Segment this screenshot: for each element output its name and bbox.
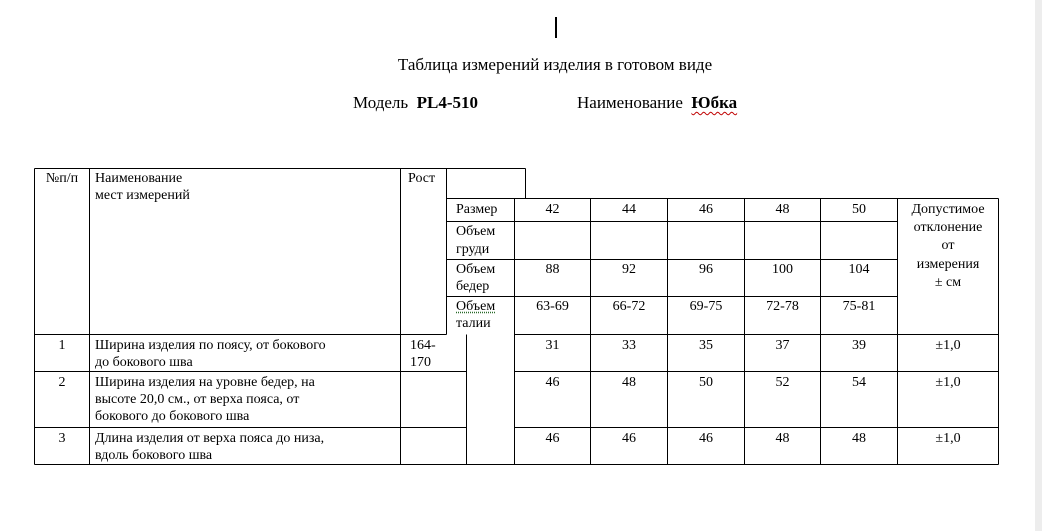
hips-value: 88 <box>545 262 560 277</box>
row-value: 39 <box>852 338 866 353</box>
waist-label: талии <box>456 316 491 331</box>
row-name-line: Ширина изделия на уровне бедер, на <box>95 375 315 390</box>
row-number: 2 <box>58 375 66 390</box>
model-value: PL4-510 <box>416 93 479 112</box>
document-title: Таблица измерений изделия в готовом виде <box>397 55 713 74</box>
row-value: 31 <box>545 338 560 353</box>
item-name-label: Наименование <box>577 93 683 112</box>
tolerance-header-line: от <box>941 238 955 253</box>
row-name-line: до бокового шва <box>95 355 193 370</box>
row-number: 3 <box>58 431 66 446</box>
hips-label: Объем <box>456 262 496 277</box>
size-value: 46 <box>699 202 713 217</box>
size-value: 48 <box>775 202 790 217</box>
waist-value: 63-69 <box>536 299 569 314</box>
row-tolerance: ±1,0 <box>935 431 961 446</box>
hips-value: 92 <box>622 262 636 277</box>
size-value: 42 <box>545 202 560 217</box>
header-height: Рост <box>408 171 436 186</box>
waist-label: Объем <box>456 299 496 314</box>
row-value: 46 <box>622 431 636 446</box>
tolerance-header-line: измерения <box>916 257 980 272</box>
hips-value: 104 <box>848 262 870 277</box>
waist-value: 66-72 <box>612 299 646 314</box>
row-number: 1 <box>58 338 66 353</box>
hips-value: 96 <box>699 262 713 277</box>
tolerance-header-line: отклонение <box>913 220 983 235</box>
header-name-line2: мест измерений <box>95 188 190 203</box>
model-label: Модель <box>353 93 409 112</box>
chest-label: груди <box>456 242 490 257</box>
row-value: 35 <box>699 338 713 353</box>
row-name-line: бокового до бокового шва <box>95 409 250 424</box>
row-value: 50 <box>699 375 713 390</box>
row-value: 46 <box>699 431 713 446</box>
header-name-line1: Наименование <box>95 171 183 186</box>
row-value: 48 <box>852 431 866 446</box>
row-tolerance: ±1,0 <box>935 375 961 390</box>
item-name-value: Юбка <box>691 93 738 112</box>
waist-value: 69-75 <box>689 299 723 314</box>
waist-value: 75-81 <box>842 299 876 314</box>
header-number: №п/п <box>45 171 79 186</box>
row-name-line: вдоль бокового шва <box>95 448 213 463</box>
row-value: 37 <box>775 338 790 353</box>
row-value: 48 <box>775 431 790 446</box>
waist-value: 72-78 <box>766 299 799 314</box>
tolerance-header-line: Допустимое <box>911 202 985 217</box>
row-value: 46 <box>545 375 560 390</box>
tolerance-header-line: ± см <box>934 275 962 290</box>
height-value: 170 <box>410 355 431 370</box>
chest-label: Объем <box>456 224 496 239</box>
row-value: 48 <box>622 375 636 390</box>
size-value: 50 <box>852 202 866 217</box>
size-label: Размер <box>456 202 498 217</box>
row-value: 54 <box>852 375 866 390</box>
hips-label: бедер <box>456 279 490 294</box>
row-value: 52 <box>775 375 790 390</box>
height-value: 164- <box>410 338 436 353</box>
row-tolerance: ±1,0 <box>935 338 961 353</box>
row-value: 46 <box>545 431 560 446</box>
row-name-line: высоте 20,0 см., от верха пояса, от <box>95 392 300 407</box>
row-name-line: Ширина изделия по поясу, от бокового <box>95 338 326 353</box>
hips-value: 100 <box>772 262 793 277</box>
row-value: 33 <box>622 338 636 353</box>
size-value: 44 <box>622 202 636 217</box>
row-name-line: Длина изделия от верха пояса до низа, <box>95 431 325 446</box>
